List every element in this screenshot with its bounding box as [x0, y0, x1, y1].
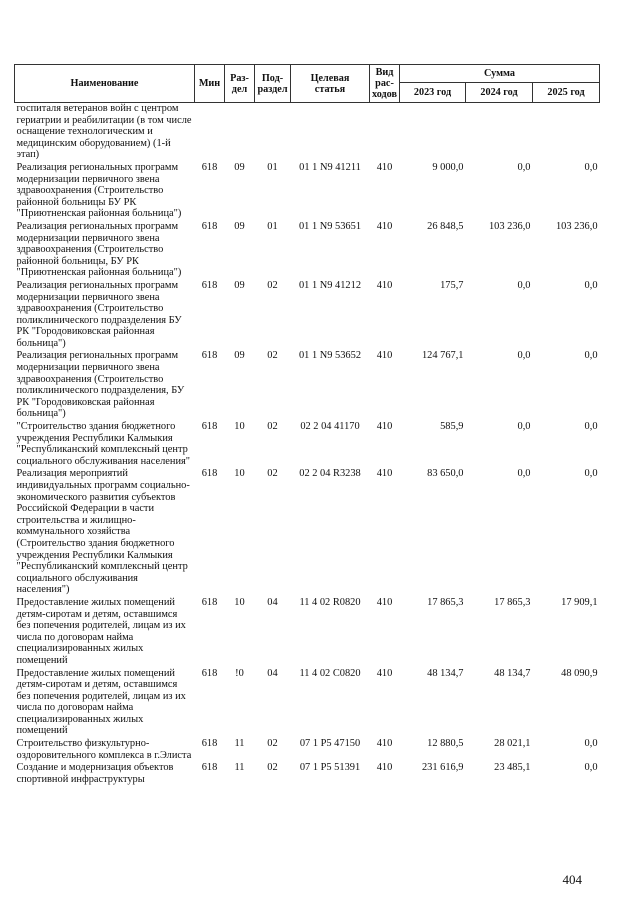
row-razdel: 11 — [234, 738, 245, 750]
budget-table — [14, 64, 600, 785]
row-min: 618 — [201, 350, 218, 362]
header-year-2025: 2025 год — [533, 83, 600, 103]
row-vid: 410 — [376, 421, 393, 433]
row-min: 618 — [201, 738, 218, 750]
table-row — [15, 420, 600, 467]
table-row — [15, 667, 600, 738]
row-min: 618 — [201, 667, 218, 679]
row-target: 01 1 N9 53651 — [298, 220, 362, 232]
table-body — [15, 103, 600, 786]
row-sum-2024: 0,0 — [517, 421, 531, 433]
row-razdel: 09 — [234, 220, 245, 232]
row-vid: 410 — [376, 667, 393, 679]
row-sum-2025: 17 909,1 — [561, 596, 598, 608]
header-sum: Сумма — [400, 65, 600, 83]
continuation-row — [15, 103, 600, 161]
row-razdel: 09 — [234, 161, 245, 173]
header-name: Наименование — [15, 65, 195, 103]
row-razdel: 11 — [234, 762, 245, 774]
row-target: 11 4 02 C0820 — [299, 667, 361, 679]
row-vid: 410 — [376, 279, 393, 291]
row-podrazdel: 04 — [267, 596, 278, 608]
row-podrazdel: 01 — [267, 161, 278, 173]
row-podrazdel: 02 — [267, 421, 278, 433]
row-sum-2023: 124 767,1 — [421, 350, 464, 362]
row-name: Реализация региональных программ модернизации первичного звена здравоохранения (Строительство поликлинического подразделения БУ РК "Городовиковская районная больница") — [16, 279, 182, 349]
table-row — [15, 467, 600, 596]
row-razdel: 10 — [234, 596, 245, 608]
row-min: 618 — [201, 220, 218, 232]
row-sum-2023: 9 000,0 — [432, 161, 464, 173]
row-name: Реализация мероприятий индивидуальных программ социально-экономического развития субъектов Российской Федерации в части строительства и жилищно-коммунального хозяйства (Строительство здания бюджетного учреждения Республики Калмыкия "Республиканский комплексный центр социального обслуживания населения") — [16, 468, 190, 596]
row-target: 01 1 N9 41212 — [298, 279, 362, 291]
row-target: 07 1 P5 47150 — [299, 738, 361, 750]
row-vid: 410 — [376, 220, 393, 232]
row-vid: 410 — [376, 161, 393, 173]
row-name: Строительство физкультурно-оздоровительного комплекса в г.Элиста — [16, 738, 192, 761]
row-razdel: !0 — [235, 667, 244, 679]
row-sum-2024: 0,0 — [517, 161, 531, 173]
row-name: Предоставление жилых помещений детям-сиротам и детям, оставшимся без попечения родителей, лицам из их числа по договорам найма специализированных жилых помещений — [16, 667, 186, 737]
row-min: 618 — [201, 279, 218, 291]
row-name: Реализация региональных программ модернизации первичного звена здравоохранения (Строительство поликлинического подразделения, БУ РК "Городовиковская районная больница") — [16, 350, 185, 420]
row-target: 01 1 N9 53652 — [298, 350, 362, 362]
row-target: 02 2 04 R3238 — [299, 468, 361, 480]
row-target: 01 1 N9 41211 — [299, 161, 361, 173]
row-sum-2024: 0,0 — [517, 350, 531, 362]
row-razdel: 10 — [234, 421, 245, 433]
row-sum-2025: 0,0 — [584, 279, 598, 291]
row-sum-2025: 0,0 — [584, 161, 598, 173]
table-row — [15, 161, 600, 220]
table-row — [15, 737, 600, 761]
row-sum-2023: 175,7 — [440, 279, 464, 291]
row-vid: 410 — [376, 350, 393, 362]
row-vid: 410 — [376, 596, 393, 608]
row-sum-2025: 0,0 — [584, 738, 598, 750]
row-name: "Строительство здания бюджетного учреждения Республики Калмыкия "Республиканский комплексный центр социального обслуживания населения" — [16, 421, 191, 467]
row-sum-2025: 48 090,9 — [561, 667, 598, 679]
header-target: Целевая статья — [291, 65, 370, 103]
header-razdel: Раз- дел — [225, 65, 255, 103]
row-podrazdel: 02 — [267, 279, 278, 291]
row-min: 618 — [201, 762, 218, 774]
table-row — [15, 349, 600, 420]
row-name: Реализация региональных программ модернизации первичного звена здравоохранения (Строительство районной больницы, БУ РК "Приютненская районная больница") — [16, 220, 182, 279]
table-row — [15, 279, 600, 350]
row-vid: 410 — [376, 762, 393, 774]
row-podrazdel: 02 — [267, 762, 278, 774]
page-number: 404 — [562, 872, 582, 887]
row-sum-2025: 0,0 — [584, 762, 598, 774]
header-vid: Вид рас- ходов — [370, 65, 400, 103]
row-sum-2025: 103 236,0 — [555, 220, 598, 232]
row-sum-2023: 231 616,9 — [421, 762, 464, 774]
row-name: Создание и модернизация объектов спортивной инфраструктуры — [16, 762, 174, 785]
row-target: 02 2 04 41170 — [300, 421, 360, 433]
row-min: 618 — [201, 596, 218, 608]
row-podrazdel: 04 — [267, 667, 278, 679]
row-target: 11 4 02 R0820 — [299, 596, 361, 608]
row-podrazdel: 01 — [267, 220, 278, 232]
row-podrazdel: 02 — [267, 468, 278, 480]
row-sum-2024: 17 865,3 — [494, 596, 531, 608]
table-row — [15, 761, 600, 785]
row-razdel: 09 — [234, 279, 245, 291]
row-podrazdel: 02 — [267, 738, 278, 750]
header-min: Мин — [195, 65, 225, 103]
row-vid: 410 — [376, 738, 393, 750]
row-podrazdel: 02 — [267, 350, 278, 362]
row-sum-2024: 0,0 — [517, 468, 531, 480]
row-name: Реализация региональных программ модернизации первичного звена здравоохранения (Строительство районной больницы БУ РК "Приютненская районная больница") — [16, 161, 182, 220]
row-sum-2025: 0,0 — [584, 421, 598, 433]
row-sum-2024: 48 134,7 — [494, 667, 531, 679]
row-sum-2025: 0,0 — [584, 350, 598, 362]
row-sum-2023: 12 880,5 — [427, 738, 464, 750]
row-min: 618 — [201, 468, 218, 480]
row-min: 618 — [201, 421, 218, 433]
row-razdel: 10 — [234, 468, 245, 480]
table-row — [15, 596, 600, 667]
continuation-text: госпиталя ветеранов войн с центром гериатрии и реабилитации (в том числе оснащение технологическим и медицинским оборудованием) (1-й этап) — [16, 103, 192, 161]
row-sum-2023: 17 865,3 — [427, 596, 464, 608]
row-name: Предоставление жилых помещений детям-сиротам и детям, оставшимся без попечения родителей, лицам из их числа по договорам найма специализированных жилых помещений — [16, 596, 186, 666]
row-sum-2024: 103 236,0 — [488, 220, 531, 232]
row-sum-2024: 23 485,1 — [494, 762, 531, 774]
row-target: 07 1 P5 51391 — [299, 762, 361, 774]
header-podrazdel: Под- раздел — [255, 65, 291, 103]
row-min: 618 — [201, 161, 218, 173]
row-sum-2025: 0,0 — [584, 468, 598, 480]
row-sum-2024: 28 021,1 — [494, 738, 531, 750]
row-sum-2023: 48 134,7 — [427, 667, 464, 679]
header-year-2024: 2024 год — [466, 83, 533, 103]
header-year-2023: 2023 год — [400, 83, 466, 103]
row-sum-2023: 83 650,0 — [427, 468, 464, 480]
table-header — [15, 65, 600, 103]
row-sum-2023: 585,9 — [440, 421, 464, 433]
row-sum-2023: 26 848,5 — [427, 220, 464, 232]
row-vid: 410 — [376, 468, 393, 480]
row-razdel: 09 — [234, 350, 245, 362]
table-row — [15, 220, 600, 279]
row-sum-2024: 0,0 — [517, 279, 531, 291]
